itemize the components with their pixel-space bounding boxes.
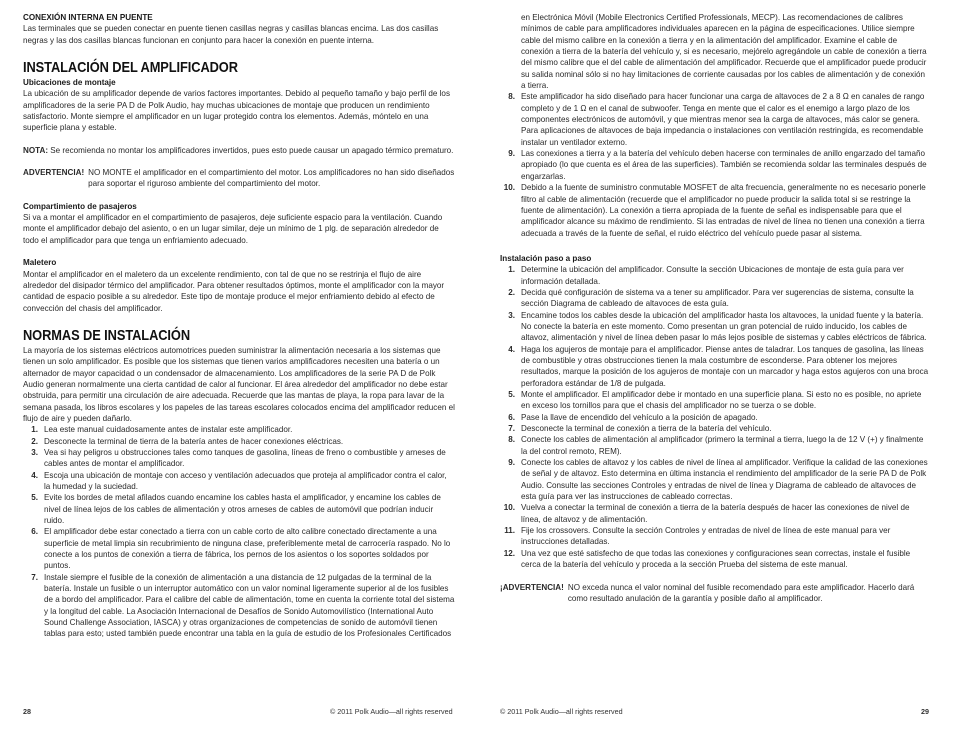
trunk-paragraph: Montar el amplificador en el maletero da un excelente rendimiento, con tal de que no se restrinja el flujo de aire alrededor del disipador térmico del amplificador. Para obtener resultados óptimos, monte el amplificador con la mayor cantidad de espacio posible a su alrededor. Este tipo de montaje produce el mejor enfriamiento debido al efecto de convección del chasis del amplificador. [23,269,445,313]
mount-subheading: Ubicaciones de montaje [23,78,116,88]
note-label: NOTA: [23,145,49,155]
list-item: 7. Desconecte la terminal de conexión a tierra de la batería del vehículo. [508,424,772,434]
list-item: 9. Conecte los cables de altavoz y los cables de nivel de línea al amplificador. Verifique la calidad de las conexiones de señal y de altavoz. Esto determina en última instancia el rendimiento del amplificador de la serie PA D de Polk Audio. Consulte las secciones Controles y entradas de nivel de línea y Diagrama de cableado de altavoces de esta guía para ver las instrucciones de cableado correctas. [508,458,928,502]
list-item: 5. Evite los bordes de metal afilados cuando encamine los cables hasta el amplificador, y encamine los cables de nivel de línea lejos de los cables de alimentación y otros arneses de cables de automóvil que podrían inducir ruido. [31,493,441,526]
list-item: 10. Vuelva a conectar la terminal de conexión a tierra de la batería después de hacer las conexiones de nivel de línea, de altavoz y de alimentación. [503,503,910,524]
warning-text: NO exceda nunca el valor nominal del fusible recomendado para este amplificador. Hacerlo dará como resultado anulación de la garantía y posible daño al amplificador. [567,582,915,603]
engine-warning [23,167,455,190]
list-item: 8. Este amplificador ha sido diseñado para hacer funcionar una carga de altavoces de 2 a 8 Ω en canales de rango completo y de 1 Ω en el canal de subwoofer. Tenga en mente que el calor es el enemigo a largo plazo de los componentes electrónicos de automóvil, y que mientras menor sea la carga de altavoces, más calor se genera. Para aplicaciones de altavoces de baja impedancia o instalaciones con ventilación restringida, es recomendable instalar un ventilador externo. [508,92,925,147]
norms-heading: NORMAS DE INSTALACIÓN [23,327,191,344]
guidelines-list [23,424,455,640]
note-text: Se recomienda no montar los amplificadores invertidos, pues esto puede causar un apagado térmico prematuro. [50,145,454,155]
trunk-subheading: Maletero [23,258,57,268]
mount-paragraph: La ubicación de su amplificador depende de varios factores importantes. Debido al pequeño tamaño y bajo perfil de los amplificadores de la serie PA D de Polk Audio, hay muchas ubicaciones de montaje que producen un rendimiento satisfactorio. Monte siempre el amplificador en un lugar protegido contra los elementos. Además, móntelo en una superficie plana y estable. [23,89,450,133]
list-item: 6. Pase la llave de encendido del vehículo a la posición de apagado. [508,412,758,422]
passenger-paragraph: Si va a montar el amplificador en el compartimiento de pasajeros, deje suficiente espacio para la ventilación. Cuando monte el amplificador debajo del asiento, o en un lugar similar, deje un mínimo de 1 plg. de separación alrededor de todo el amplificador para que tenga un enfriamiento adecuado. [23,213,443,245]
passenger-subheading: Compartimiento de pasajeros [23,201,137,211]
list-item: 12. Una vez que esté satisfecho de que todas las conexiones y configuraciones sean correctas, instale el fusible cerca de la batería del vehículo y proceda a la sección Prueba del sistema de este manual. [503,548,911,570]
continued-paragraph: en Electrónica Móvil (Mobile Electronics Certified Professionals, MECP). Las recomendaciones de calibres mínimos de cable para amplificadores individuales aparecen en la página de especificaciones. Utilice siempre cable del mismo calibre en la conexión a tierra y en la alimentación del amplificador. Examine el cable de conexión a tierra de la batería del vehículo y, si es necesario, mejórelo agregándole un cable de conexión a tierra del mismo calibre que el del cable de alimentación del amplificador. Recuerde que el amplificador puede producir su salida nominal sólo si no hay limitaciones de corriente causadas por los cables de alimentación y de conexión a tierra. [521,13,927,91]
bridge-paragraph: Las terminales que se pueden conectar en puente tienen casillas negras y casillas blancas encima. Las dos casillas negras y las dos casillas blancas funcionan en conjunto para hacer la conexión en puente interna. [23,24,439,45]
install-heading: INSTALACIÓN DEL AMPLIFICADOR [23,60,238,77]
stepwise-list [500,264,930,570]
list-item: 5. Monte el amplificador. El amplificador debe ir montado en una superficie plana. Si esto no es posible, no apriete en exceso los tornillos para que el chasis del amplificador no se tuerza o se doble. [508,390,922,411]
stepwise-subheading: Instalación paso a paso [500,253,592,263]
list-item: 10. Debido a la fuente de suministro conmutable MOSFET de alta frecuencia, generalmente no es necesario ponerle filtro al cable de alimentación (recuerde que el amplificador no puede producir la salida total si se restringe la fuente de alimentación). La conexión a tierra apropiada de la fuente de señal es indispensable para que el amplificador alcance su máximo de rendimiento. Si las entradas de nivel de línea no tienen una conexión a tierra adecuada a través de la fuente de señal, el ruido eléctrico del vehículo puede pasar al sistema. [503,183,926,238]
list-item: 2. Desconecte la terminal de tierra de la batería antes de hacer conexiones eléctricas. [31,436,344,446]
left-copyright: © 2011 Polk Audio—all rights reserved [330,707,453,716]
warning-strong: NO MONTE [88,168,132,178]
right-page-number: 29 [921,707,929,716]
warning-label: ADVERTENCIA! [23,168,85,178]
list-item: 7. Instale siempre el fusible de la conexión de alimentación a una distancia de 12 pulgadas de la terminal de la batería. Instale un fusible o un interruptor automático con un valor nominal ligeramente superior al de los fusibles de a bordo del amplificador. Para el calibre del cable de alimentación, tome en cuenta la corriente total del sistema y la longitud del cable. La Asociación Internacional de Desafíos de Sonido Automovilístico (International Auto Sound Challenge Association, IASCA) y otras organizaciones de competencias de sonido de automóvil tienen tablas para esto; usted también puede encontrar una tabla en la guía de estudio de los Profesionales Certificados [31,572,455,639]
right-page [500,12,930,604]
guidelines-list-continued [500,91,930,238]
norms-paragraph: La mayoría de los sistemas eléctricos automotrices pueden suministrar la alimentación necesaria a los sistemas que tienen un solo amplificador. Es posible que los sistemas que tienen varios amplificadores necesiten una batería o un alternador de mayor capacidad o un condensador de almacenamiento. Los amplificadores de la serie PA D de Polk Audio generan normalmente una cierta cantidad de calor al funcionar. El área alrededor del amplificador no debe estar obstruida, para permitir una circulación de aire adecuada. Recuerde que las mantas de playa, la ropa para lavar de la semana pasada, los libros escolares y los papeles de las tareas escolares colocados encima del amplificador reducen el flujo de aire y pueden dañarlo. [23,345,455,423]
warning-body: el amplificador en el compartimiento del motor. Los amplificadores no han sido diseñados para soportar el riguroso ambiente del compartimiento del motor. [88,168,455,189]
list-item: 1. Determine la ubicación del amplificador. Consulte la sección Ubicaciones de montaje de esta guía para ver información detallada. [508,265,904,286]
bridge-heading: CONEXIÓN INTERNA EN PUENTE [23,13,153,22]
list-item: 11. Fije los crossovers. Consulte la sección Controles y entradas de nivel de línea de este manual para ver instrucciones detalladas. [504,526,891,547]
list-item: 3. Vea si hay peligros u obstrucciones tales como tanques de gasolina, líneas de freno o combustible y arneses de cables antes de montar el amplificador. [31,447,446,469]
list-item: 4. Haga los agujeros de montaje para el amplificador. Piense antes de taladrar. Los tanques de gasolina, las líneas de combustible y otras obstrucciones tienen la mala costumbre de esconderse. Para obtener los mejores resultados, marque la posición de los agujeros de montaje con un marcador y haga estos agujeros con una broca perforadora estándar de 1/8 de pulgada. [508,344,929,388]
list-item: 4. Escoja una ubicación de montaje con acceso y ventilación adecuados que proteja al amplificador contra el calor, la humedad y la suciedad. [31,470,447,491]
list-item: 6. El amplificador debe estar conectado a tierra con un cable corto de alto calibre conectado directamente a una superficie de metal limpia sin recubrimiento de ninguna clase, preferiblemente metal de carrocería raspado. No lo conecte a los puntos de conexión a tierra de fábrica, los pernos de los asientos o los soportes soldados por puntos. [31,527,451,571]
list-item: 9. Las conexiones a tierra y a la batería del vehículo deben hacerse con terminales de anillo engarzado del tamaño apropiado (lo que cuenta es el área de las superficies). También se recomienda soldar las terminales después de engarzarlas. [508,149,927,181]
right-copyright: © 2011 Polk Audio—all rights reserved [500,707,623,716]
list-item: 2. Decida qué configuración de sistema va a tener su amplificador. Para ver sugerencias de sistema, consulte la sección Diagrama de cableado de altavoces de esta guía. [508,287,914,309]
left-page-number: 28 [23,707,31,716]
fuse-warning [500,582,930,605]
left-page [23,12,455,640]
warning-label: ¡ADVERTENCIA! [500,582,564,592]
list-item: 8. Conecte los cables de alimentación al amplificador (primero la terminal a tierra, luego la de 12 V (+) y finalmente la del control remoto, REM). [508,435,924,456]
note-paragraph [23,145,455,156]
warning-text [88,167,455,190]
list-item: 3. Encamine todos los cables desde la ubicación del amplificador hasta los altavoces, la unidad fuente y la batería. No conecte la batería en este momento. Como presentan un gran potencial de ruido inducido, los cables de altavoz, alimentación y nivel de línea deben pasar lo más lejos posible de sistemas y cables eléctricos de fábrica. [508,310,927,343]
list-item: 1. Lea este manual cuidadosamente antes de instalar este amplificador. [31,425,293,435]
